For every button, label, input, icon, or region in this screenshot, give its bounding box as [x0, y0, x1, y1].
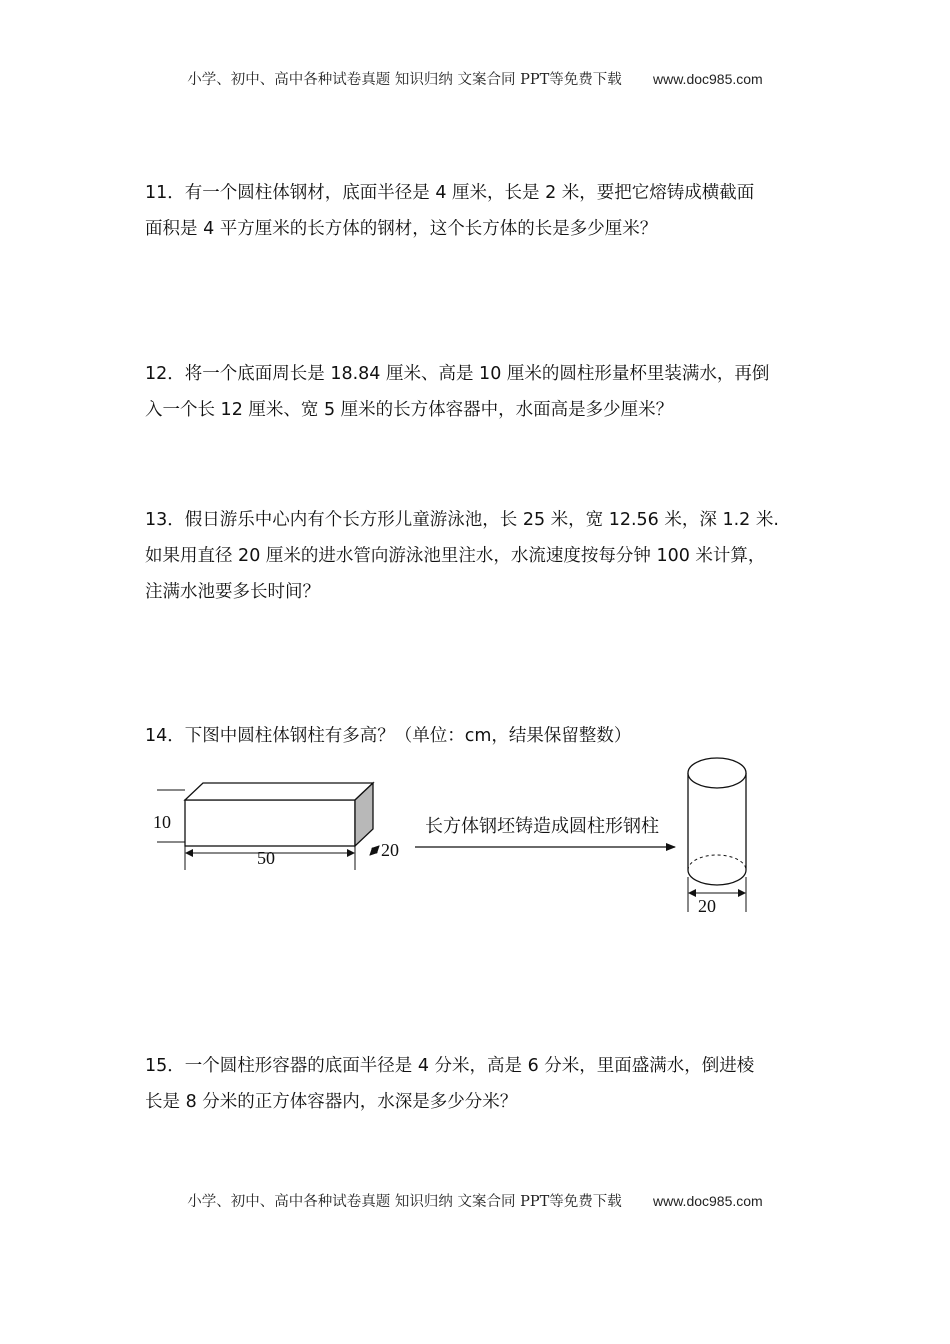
cylinder-diameter-label: 20	[698, 896, 716, 916]
question-13-line-3: 注满水池要多长时间？	[145, 582, 320, 602]
cylinder-shape	[688, 758, 746, 885]
question-11	[145, 175, 805, 247]
question-14-figure	[145, 752, 765, 927]
question-15	[145, 1048, 805, 1120]
cuboid-width-dimension	[370, 846, 379, 855]
cuboid-length-label: 50	[257, 848, 275, 868]
footer-url[interactable]: www.doc985.com	[653, 1193, 763, 1209]
question-13	[145, 502, 805, 610]
question-14	[145, 718, 805, 754]
question-14-line-1: 14．下图中圆柱体钢柱有多高？（单位：cm，结果保留整数）	[145, 726, 632, 746]
question-11-line-2: 面积是 4 平方厘米的长方体的钢材，这个长方体的长是多少厘米？	[145, 219, 658, 239]
cuboid-height-label: 10	[153, 812, 171, 832]
header-url[interactable]: www.doc985.com	[653, 71, 763, 87]
question-12-line-1: 12．将一个底面周长是 18.84 厘米、高是 10 厘米的圆柱形量杯里装满水，再倒	[145, 364, 770, 384]
page-header	[0, 68, 950, 89]
question-13-line-2: 如果用直径 20 厘米的进水管向游泳池里注水，水流速度按每分钟 100 米计算，	[145, 546, 766, 566]
question-11-line-1: 11．有一个圆柱体钢材，底面半径是 4 厘米，长是 2 米，要把它熔铸成横截面	[145, 183, 755, 203]
footer-text: 小学、初中、高中各种试卷真题 知识归纳 文案合同 PPT等免费下载	[187, 1194, 622, 1210]
transform-caption: 长方体钢坯铸造成圆柱形钢柱	[425, 816, 659, 837]
page-footer	[0, 1190, 950, 1211]
cuboid-shape	[185, 783, 373, 846]
cuboid-width-label: 20	[381, 840, 399, 860]
question-12-line-2: 入一个长 12 厘米、宽 5 厘米的长方体容器中，水面高是多少厘米？	[145, 400, 674, 420]
header-text: 小学、初中、高中各种试卷真题 知识归纳 文案合同 PPT等免费下载	[187, 72, 622, 88]
question-15-line-1: 15．一个圆柱形容器的底面半径是 4 分米，高是 6 分米，里面盛满水，倒进棱	[145, 1056, 755, 1076]
question-12	[145, 356, 805, 428]
cylinder-diameter-dimension	[688, 877, 746, 912]
question-15-line-2: 长是 8 分米的正方体容器内，水深是多少分米？	[145, 1092, 518, 1112]
question-13-line-1: 13．假日游乐中心内有个长方形儿童游泳池，长 25 米，宽 12.56 米，深 1.2 米.	[145, 510, 779, 530]
